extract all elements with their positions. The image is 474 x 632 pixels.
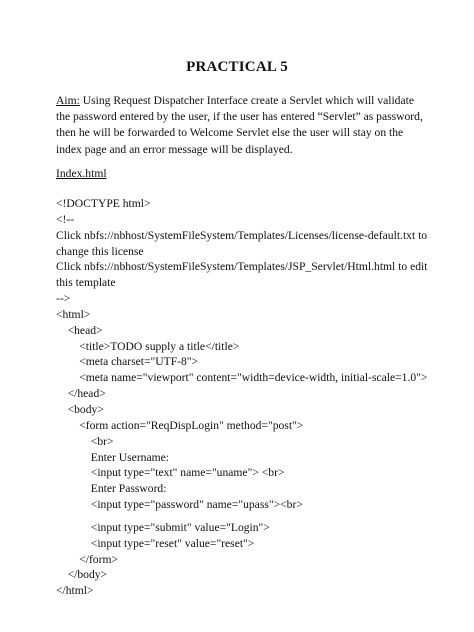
code-line: <meta charset="UTF-8"> xyxy=(56,355,199,369)
code-line: </head> xyxy=(56,387,106,401)
code-line: <!-- xyxy=(56,212,75,226)
code-line: </html> xyxy=(56,584,94,598)
code-line: <body> xyxy=(56,402,104,416)
code-line: </body> xyxy=(56,568,108,582)
aim-paragraph xyxy=(56,93,428,158)
code-line: <html> xyxy=(56,307,91,321)
code-line: Enter Password: xyxy=(56,482,167,496)
page-title: PRACTICAL 5 xyxy=(186,59,288,75)
file-name-heading: Index.html xyxy=(56,167,107,180)
code-blank-line xyxy=(56,513,428,520)
code-line: <br> xyxy=(56,434,114,448)
code-line: Click nbfs://nbhost/SystemFileSystem/Templates/JSP_Servlet/Html.html to edit this template xyxy=(56,260,428,290)
code-line: Enter Username: xyxy=(56,450,170,464)
code-line: <form action="ReqDispLogin" method="post"> xyxy=(56,418,304,432)
code-line: <input type="text" name="uname"> <br> xyxy=(56,466,285,480)
code-line: <meta name="viewport" content="width=device-width, initial-scale=1.0"> xyxy=(56,371,428,385)
code-line: <input type="submit" value="Login"> xyxy=(56,520,270,534)
aim-text: Using Request Dispatcher Interface create a Servlet which will validate the password entered by the user, if the user has entered “Servlet” as password, then he will be forwarded to Welcome Servlet else the user will stay on the index page and an error message will be displayed. xyxy=(56,94,423,156)
code-line: <input type="reset" value="reset"> xyxy=(56,536,255,550)
code-line: <title>TODO supply a title</title> xyxy=(56,339,240,353)
code-line: </form> xyxy=(56,552,119,566)
code-line: Click nbfs://nbhost/SystemFileSystem/Templates/Licenses/license-default.txt to change this license xyxy=(56,228,428,258)
aim-label: Aim: xyxy=(56,94,80,107)
code-line: <head> xyxy=(56,323,103,337)
code-line: <input type="password" name="upass"><br> xyxy=(56,498,303,512)
code-line: <!DOCTYPE html> xyxy=(56,197,151,210)
code-listing xyxy=(56,196,428,599)
code-line: --> xyxy=(56,292,71,306)
